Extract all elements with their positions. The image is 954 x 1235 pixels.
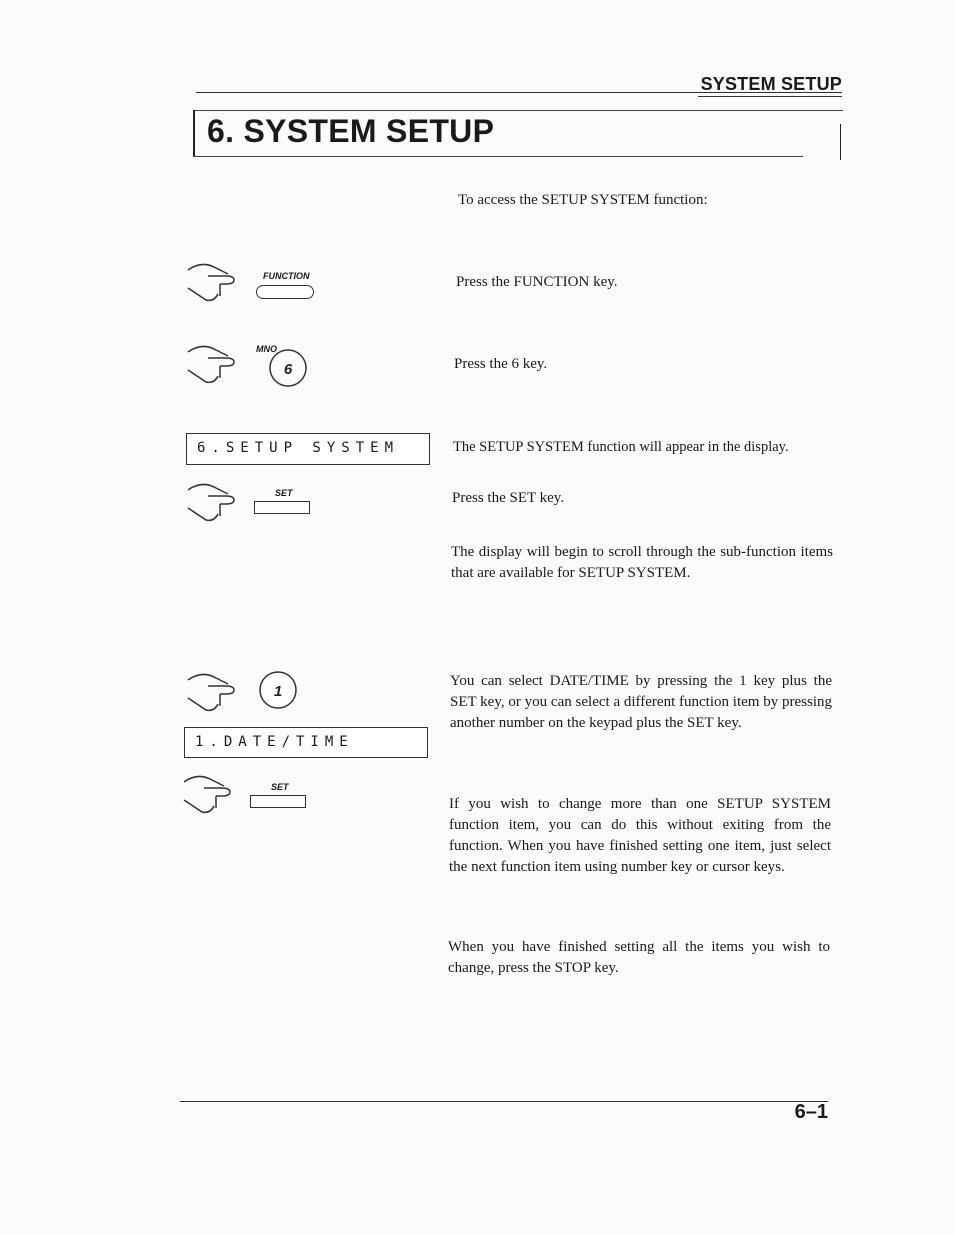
footer-rule [180,1101,828,1102]
set-key-label: SET [275,488,293,498]
key-1-symbol: 1 [273,683,283,700]
set-key-2 [250,795,306,808]
key-6-symbol: 6 [283,361,293,378]
round-key-6 [268,348,310,388]
step-text-6: Press the 6 key. [454,356,548,372]
step-text-function: Press the FUNCTION key. [456,274,618,290]
step-text-multiple-items: If you wish to change more than one SETUP SYSTEM function item, you can do this without exiting from the function. When you have finished setting one item, just select the next function item using number key or cursor keys. [449,796,831,875]
function-key-label: FUNCTION [263,271,310,281]
chapter-title-frame-right [840,124,841,160]
set-key-label-2: SET [271,782,289,792]
pointing-hand-icon [180,770,246,818]
step-text-set: Press the SET key. [452,490,565,506]
step-text-stop: When you have finished setting all the items you wish to change, press the STOP key. [448,939,830,976]
lcd-display-date-time: 1.DATE/TIME [184,727,428,758]
round-key-1 [258,670,300,710]
chapter-title: 6. SYSTEM SETUP [207,113,495,149]
intro-text: To access the SETUP SYSTEM function: [458,192,708,208]
chapter-title-frame-bottom [193,156,803,157]
step-text-scroll: The display will begin to scroll through the sub-function items that are available for SETUP SYSTEM. [451,544,833,581]
pointing-hand-icon [184,340,250,388]
step-text-display: The SETUP SYSTEM function will appear in the display. [453,439,789,455]
header-underline [698,96,842,97]
function-key [256,285,314,299]
lcd-display-setup-system: 6.SETUP SYSTEM [186,433,430,465]
page-number: 6–1 [794,1101,828,1123]
pointing-hand-icon [184,258,250,306]
pointing-hand-icon [184,668,250,716]
set-key [254,501,310,514]
mno-key-label: MNO [256,344,277,354]
running-header: SYSTEM SETUP [700,74,842,94]
pointing-hand-icon [184,478,250,526]
step-text-date-time: You can select DATE/TIME by pressing the 1 key plus the SET key, or you can select a different function item by pressing another number on the keypad plus the SET key. [450,673,832,731]
